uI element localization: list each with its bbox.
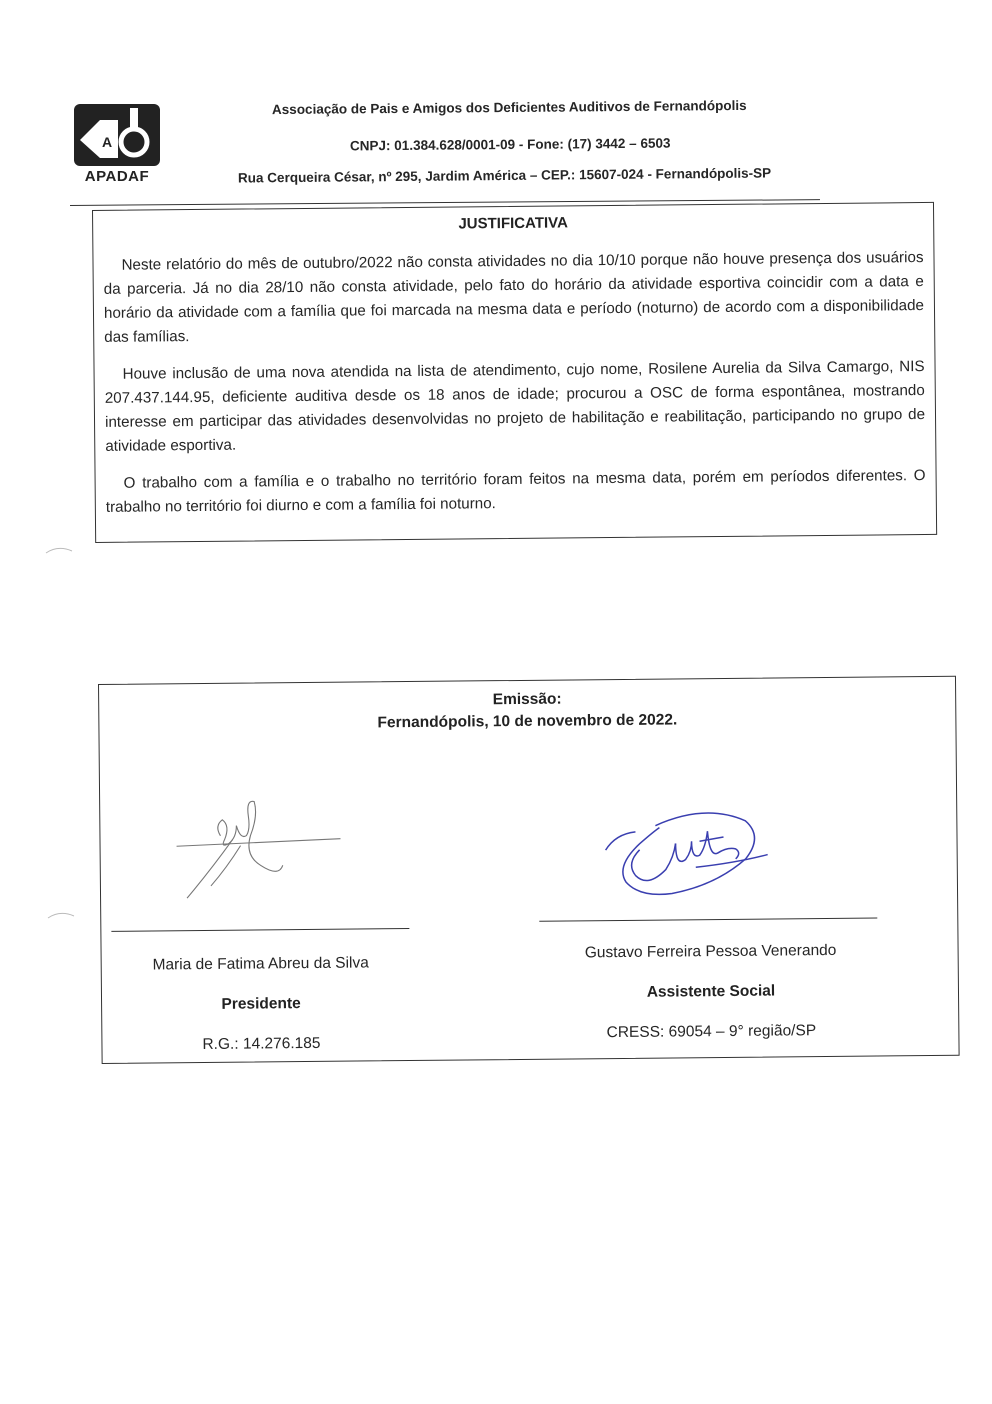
justificativa-paragraph: Houve inclusão de uma nova atendida na lista de atendimento, cujo nome, Rosilene Aurelia da Silva Camargo, NIS 207.437.144.95, deficiente auditiva desde os 18 anos de idade; procurou a OSC de forma espontânea, mostrando interesse em participar das atividades desenvolvidas no projeto de habilitação e reabilitação, participando no grupo de atividade esportiva.: [104, 358, 926, 455]
president-signature-line: [111, 928, 409, 932]
signature-box: [98, 676, 960, 1064]
org-contact: CNPJ: 01.384.628/0001-09 - Fone: (17) 3442 – 6503: [349, 135, 671, 154]
justificativa-paragraph: Neste relatório do mês de outubro/2022 não consta atividades no dia 10/10 porque não houve presença dos usuários da parceria. Já no dia 28/10 não consta atividade, pelo fato do horário da atividade esportiva coincidir com a data e horário da atividade com a família que foi marcada na mesma data e período (noturno) de acordo com a disponibilidade das famílias.: [103, 249, 925, 346]
logo-emblem-icon: [72, 102, 162, 168]
scan-mark: [46, 910, 76, 922]
logo-text: APADAF: [84, 168, 150, 185]
president-document: R.G.: 14.276.185: [202, 1034, 321, 1054]
justificativa-paragraph: O trabalho com a família e o trabalho no território foram feitos na mesma data, porém em períodos diferentes. O trabalho no território foi diurno e com a família foi noturno.: [105, 467, 926, 516]
president-signature: [170, 795, 351, 917]
emissao-place-date: Fernandópolis, 10 de novembro de 2022.: [377, 711, 678, 732]
svg-text:A: A: [102, 134, 113, 150]
social-worker-role: Assistente Social: [646, 982, 776, 1001]
apadaf-logo: [72, 102, 162, 190]
social-worker-document: CRESS: 69054 – 9° região/SP: [606, 1022, 817, 1042]
org-name: Associação de Pais e Amigos dos Deficientes Auditivos de Fernandópolis: [271, 97, 747, 118]
justificativa-box: [92, 202, 937, 543]
justificativa-title: JUSTIFICATIVA: [458, 214, 568, 233]
emissao-block: [99, 685, 955, 737]
org-address: Rua Cerqueira César, nº 295, Jardim América – CEP.: 15607-024 - Fernandópolis-SP: [237, 165, 772, 186]
social-worker-signature-line: [539, 918, 877, 922]
social-worker-signature: [595, 807, 776, 909]
emissao-label: Emissão:: [492, 690, 562, 709]
president-name: Maria de Fatima Abreu da Silva: [152, 954, 369, 974]
president-role: Presidente: [221, 995, 301, 1013]
scan-mark: [44, 545, 74, 557]
social-worker-name: Gustavo Ferreira Pessoa Venerando: [584, 941, 837, 962]
